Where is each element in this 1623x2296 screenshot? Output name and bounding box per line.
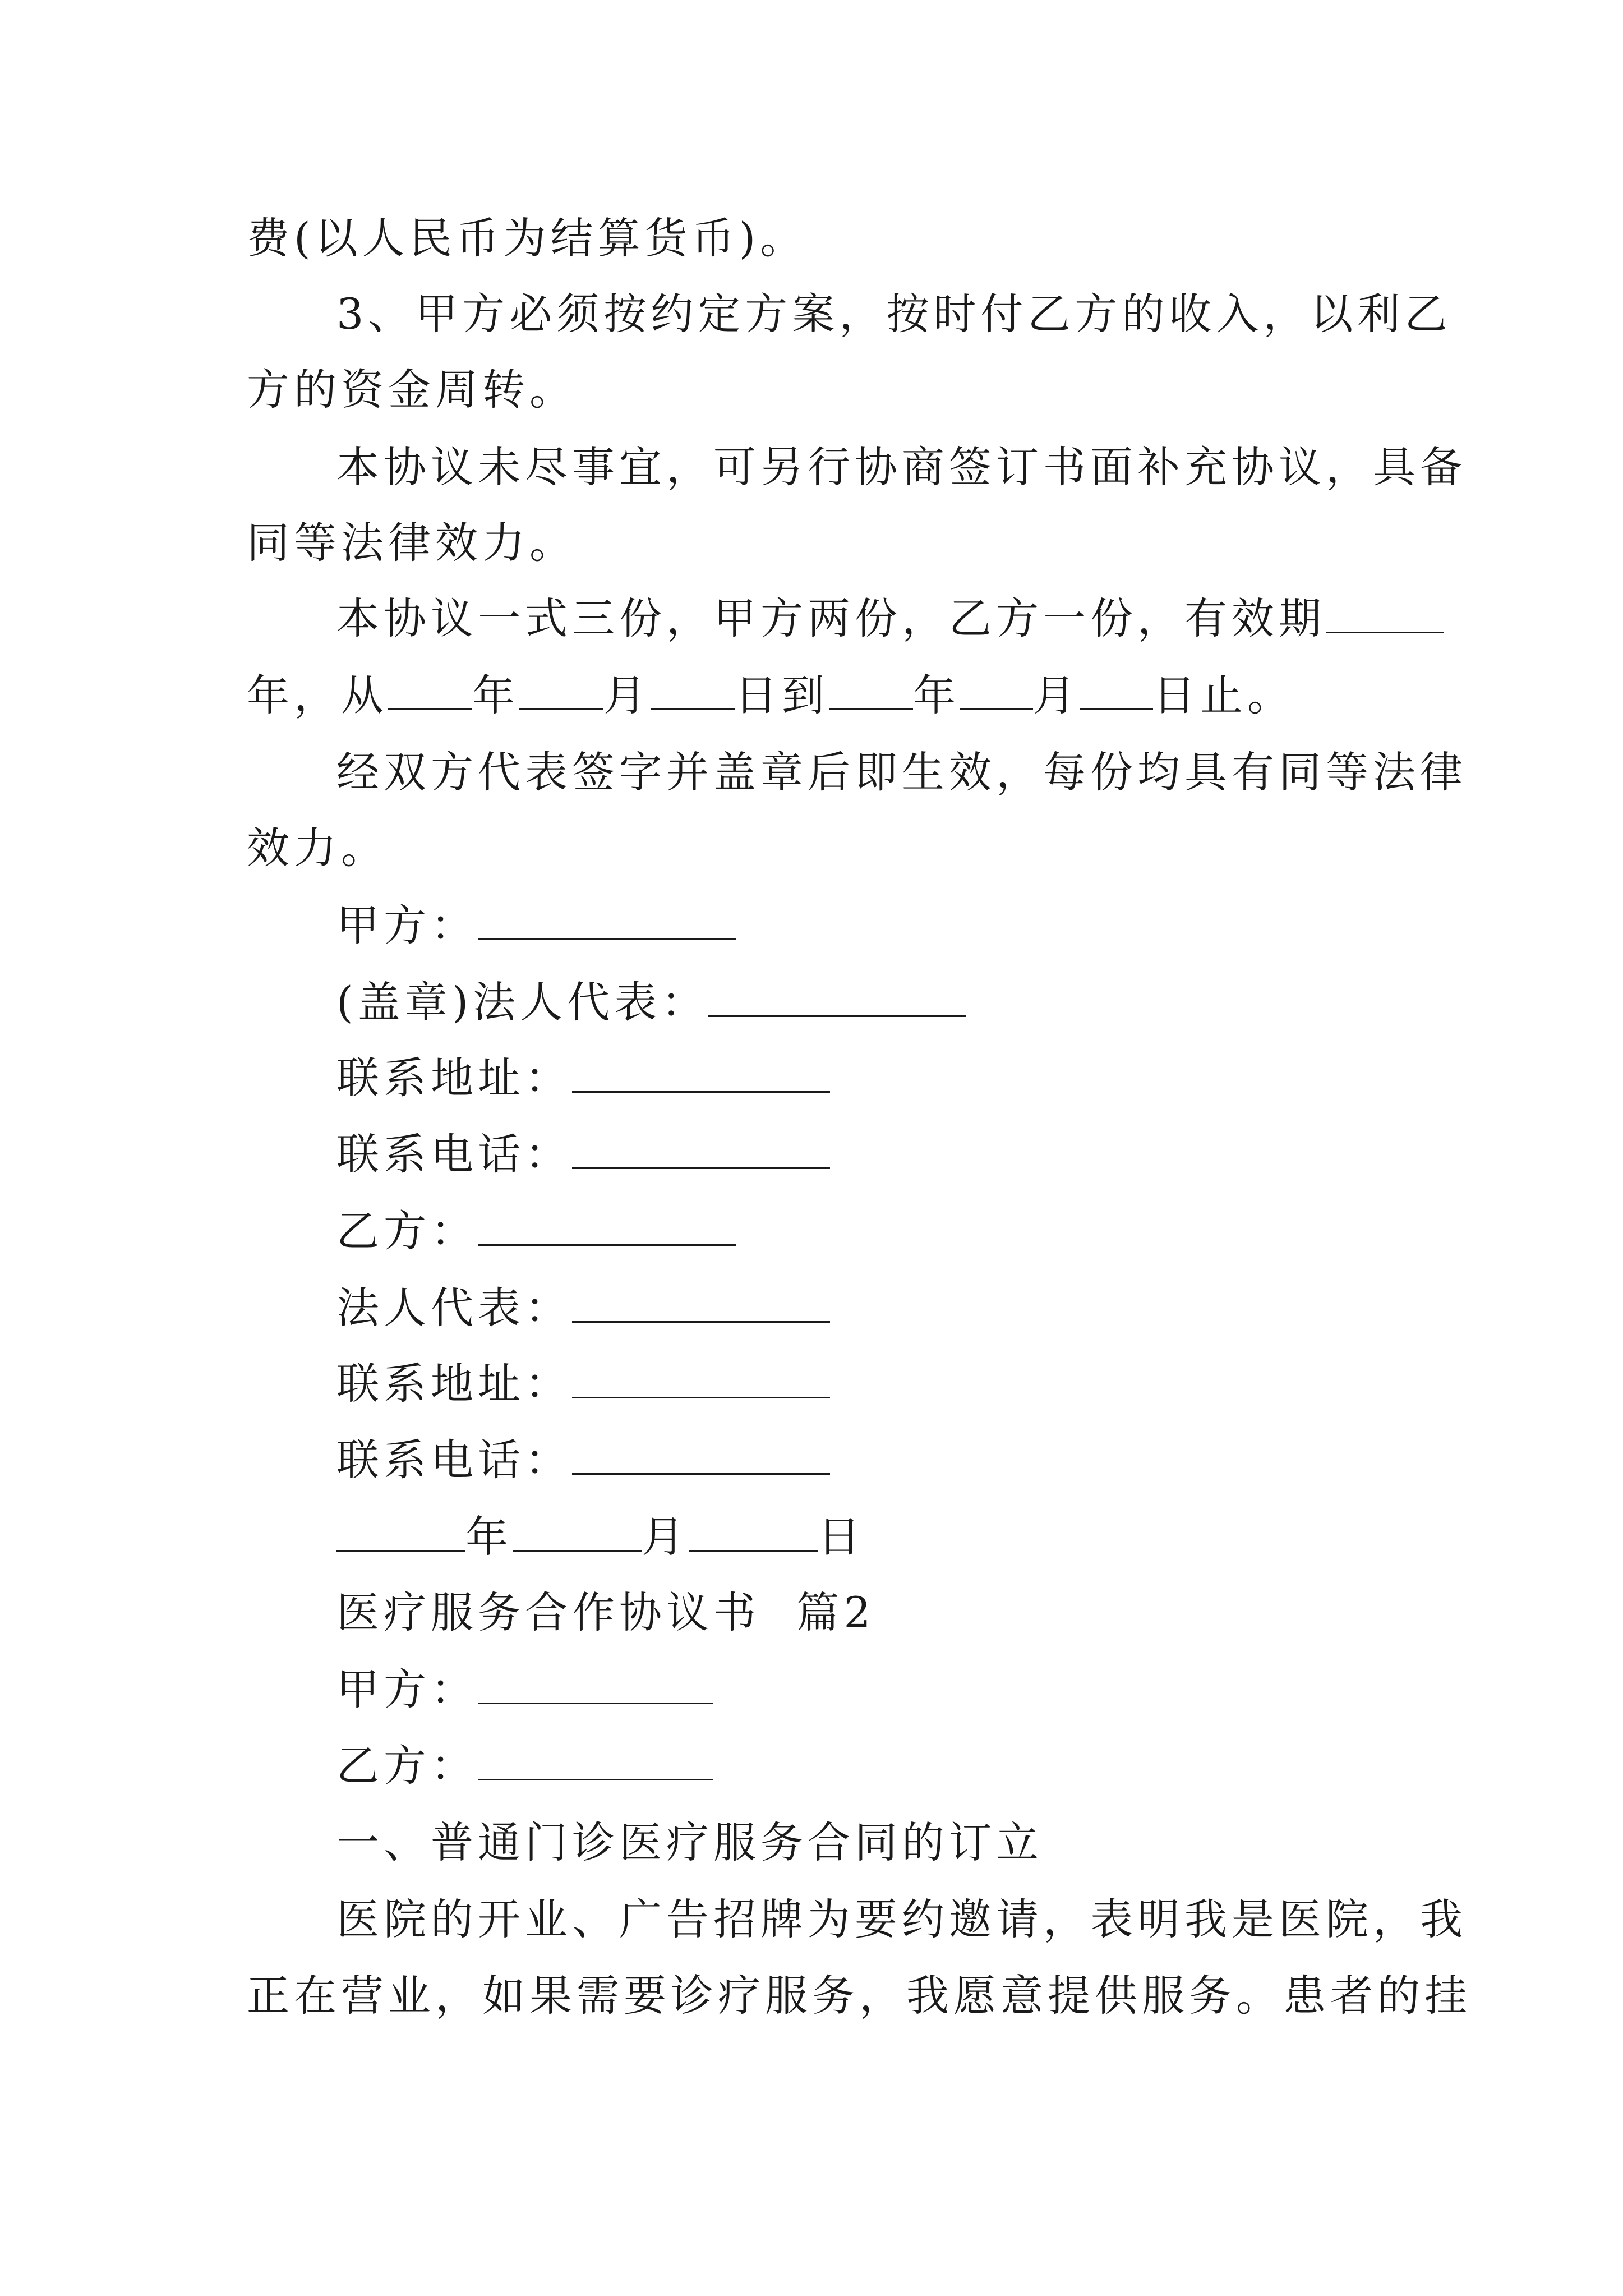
month-label: 月: [642, 1512, 689, 1562]
section2-party-a-line: [336, 1662, 1385, 1718]
legal-rep-field[interactable]: [708, 979, 966, 1017]
party-b-label: 乙方：: [336, 1741, 478, 1791]
party-a-label: 甲方：: [336, 1664, 478, 1714]
paragraph-line: [247, 515, 1385, 571]
address-label: 联系地址：: [336, 1359, 572, 1409]
party-b-line: [336, 1203, 1385, 1259]
text: 月: [1033, 670, 1080, 720]
party-b-field[interactable]: [478, 1743, 713, 1780]
party-a-address-line: [336, 1050, 1385, 1106]
heading-text: 一、普通门诊医疗服务合同的订立: [336, 1818, 1043, 1867]
party-a-legal-rep-line: [336, 974, 1385, 1030]
text: 同等法律效力。: [247, 518, 577, 568]
paragraph-line: [247, 1968, 1472, 2024]
day-field[interactable]: [689, 1514, 818, 1552]
paragraph-line: [247, 668, 1385, 724]
text: 日到: [735, 670, 829, 720]
party-b-address-line: [336, 1356, 1385, 1412]
party-a-phone-line: [336, 1126, 1385, 1182]
text: 正在营业，如果需要诊疗服务，我愿意提供服务。患者的挂: [247, 1971, 1472, 2021]
text: 效力。: [247, 823, 388, 873]
text: 年: [913, 670, 960, 720]
text: 医院的开业、广告招牌为要约邀请，表明我是医院，我: [336, 1894, 1467, 1944]
party-b-legal-rep-line: [336, 1280, 1385, 1336]
fill-blank[interactable]: [519, 673, 603, 710]
fill-blank[interactable]: [1326, 596, 1444, 633]
phone-label: 联系电话：: [336, 1435, 572, 1485]
party-a-label: 甲方：: [336, 900, 478, 950]
text: 年: [472, 670, 519, 720]
fill-blank[interactable]: [1080, 673, 1153, 710]
text: 方的资金周转。: [247, 365, 577, 415]
party-a-line: [336, 898, 1385, 954]
address-field[interactable]: [572, 1055, 830, 1093]
legal-rep-label: (盖章)法人代表：: [336, 977, 709, 1027]
phone-field[interactable]: [572, 1437, 830, 1475]
fill-blank[interactable]: [651, 673, 735, 710]
legal-rep-field[interactable]: [572, 1285, 830, 1323]
text: 3、甲方必须按约定方案，按时付乙方的收入，以利乙: [336, 289, 1452, 339]
address-label: 联系地址：: [336, 1053, 572, 1103]
section-title: [336, 1585, 1385, 1641]
party-b-field[interactable]: [478, 1208, 736, 1246]
section-title-text: 医疗服务合作协议书 篇2: [336, 1588, 875, 1637]
paragraph-line: [336, 439, 1467, 495]
text: 年，从: [247, 670, 388, 720]
paragraph-line: [247, 210, 1385, 266]
text: 日止。: [1153, 670, 1294, 720]
text: 费(以人民币为结算货币)。: [247, 213, 808, 263]
paragraph-line: [247, 820, 1385, 876]
party-a-field[interactable]: [478, 1667, 713, 1704]
fill-blank[interactable]: [960, 673, 1033, 710]
fill-blank[interactable]: [829, 673, 913, 710]
fill-blank[interactable]: [388, 673, 472, 710]
year-field[interactable]: [336, 1514, 465, 1552]
year-label: 年: [465, 1512, 513, 1562]
date-line: [336, 1509, 1385, 1565]
section2-party-b-line: [336, 1738, 1385, 1794]
paragraph-line: [247, 362, 1385, 418]
text: 经双方代表签字并盖章后即生效，每份均具有同等法律: [336, 747, 1467, 797]
text: 月: [603, 670, 651, 720]
address-field[interactable]: [572, 1361, 830, 1398]
paragraph-line: [336, 591, 1385, 647]
month-field[interactable]: [513, 1514, 642, 1552]
text: 本协议一式三份，甲方两份，乙方一份，有效期: [336, 593, 1326, 643]
day-label: 日: [818, 1512, 865, 1562]
phone-label: 联系电话：: [336, 1129, 572, 1179]
paragraph-line: [336, 286, 1452, 342]
text: 本协议未尽事宜，可另行协商签订书面补充协议，具备: [336, 442, 1467, 492]
phone-field[interactable]: [572, 1131, 830, 1169]
party-b-phone-line: [336, 1432, 1385, 1488]
paragraph-line: [336, 1892, 1467, 1948]
party-b-label: 乙方：: [336, 1206, 478, 1256]
party-a-field[interactable]: [478, 903, 736, 940]
paragraph-line: [336, 744, 1467, 800]
legal-rep-label: 法人代表：: [336, 1283, 572, 1333]
section2-heading: [336, 1815, 1385, 1871]
